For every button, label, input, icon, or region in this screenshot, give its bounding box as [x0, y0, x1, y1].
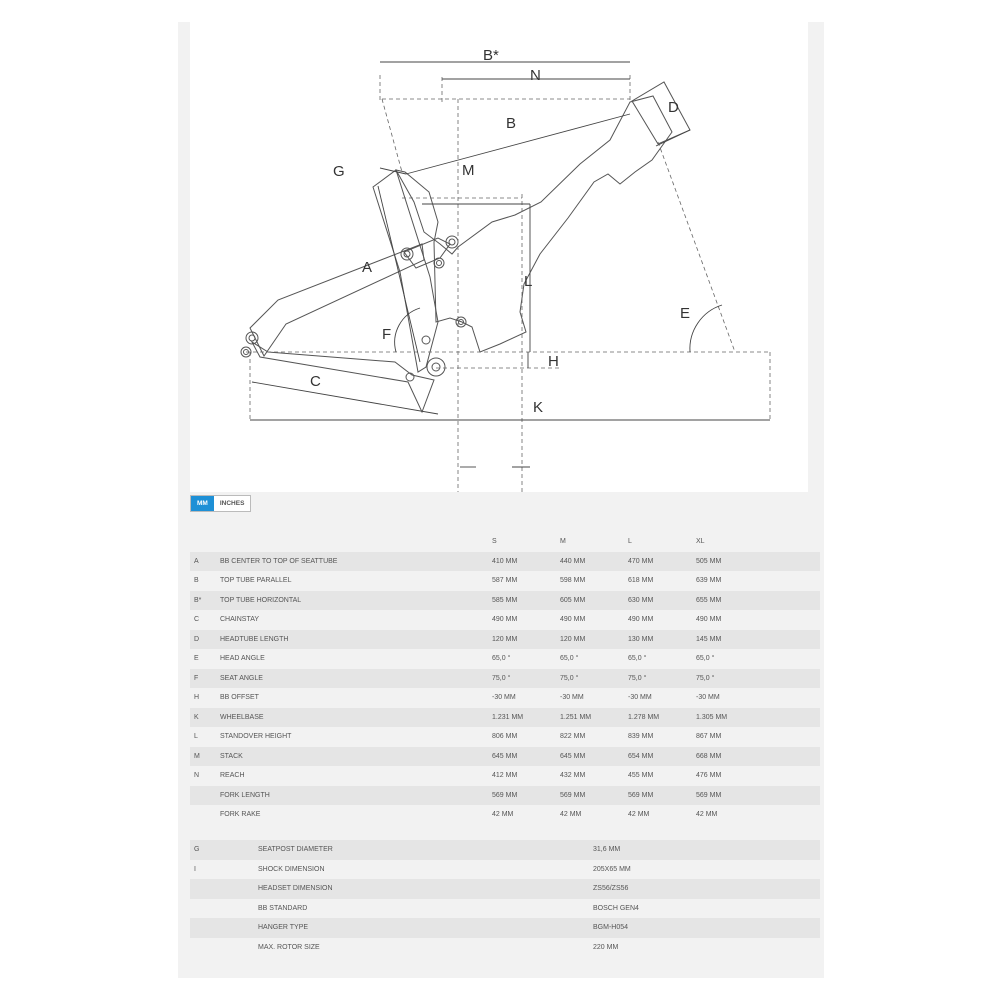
row-name: REACH — [220, 772, 245, 779]
geometry-sheet — [178, 22, 824, 978]
size-header: XL — [696, 538, 705, 545]
table-row — [190, 727, 820, 747]
spec-row — [190, 918, 820, 938]
label-m: M — [462, 162, 475, 179]
row-value: 120 MM — [492, 635, 518, 643]
row-value: -30 MM — [696, 694, 720, 701]
row-name: SEAT ANGLE — [220, 674, 263, 682]
row-value: -30 MM — [560, 694, 584, 701]
row-code: L — [194, 733, 198, 740]
spec-name: SHOCK DIMENSION — [258, 865, 325, 873]
spec-row — [190, 840, 820, 860]
unit-toggle — [190, 495, 251, 512]
spec-row — [190, 938, 820, 958]
table-row — [190, 649, 820, 669]
table-row — [190, 766, 820, 786]
row-value: 630 MM — [628, 596, 654, 604]
frame-drawing — [190, 22, 808, 492]
row-name: BB CENTER TO TOP OF SEATTUBE — [220, 557, 338, 565]
head-tube — [632, 82, 690, 144]
row-code: N — [194, 772, 200, 779]
row-value: 569 MM — [492, 791, 518, 799]
rocker-link — [404, 238, 450, 268]
label-h: H — [548, 353, 559, 370]
size-header: L — [628, 538, 632, 545]
row-value: 839 MM — [628, 733, 654, 740]
row-name: WHEELBASE — [220, 713, 264, 721]
spec-table — [190, 840, 820, 957]
spec-value: 220 MM — [593, 943, 619, 951]
row-value: 505 MM — [696, 557, 722, 565]
spec-name: BB STANDARD — [258, 904, 308, 912]
label-c: C — [310, 373, 321, 390]
spec-value: ZS56/ZS56 — [593, 885, 629, 892]
row-code: D — [194, 635, 200, 643]
unit-inches-button[interactable]: INCHES — [214, 496, 251, 511]
spec-code: G — [194, 846, 200, 853]
table-row — [190, 630, 820, 650]
row-value: 75,0 ° — [628, 674, 647, 682]
row-value: 130 MM — [628, 635, 654, 643]
row-name: TOP TUBE PARALLEL — [220, 577, 292, 584]
label-e: E — [680, 305, 691, 322]
row-name: FORK LENGTH — [220, 791, 270, 799]
label-a: A — [362, 259, 373, 276]
spec-name: SEATPOST DIAMETER — [258, 846, 333, 853]
table-row — [190, 571, 820, 591]
row-value: 42 MM — [696, 811, 718, 818]
row-value: 75,0 ° — [492, 674, 511, 682]
row-value: 490 MM — [628, 616, 654, 623]
label-k: K — [533, 399, 544, 416]
table-header-row — [190, 532, 820, 552]
geometry-table — [190, 532, 820, 825]
row-value: 655 MM — [696, 596, 722, 604]
table-row — [190, 591, 820, 611]
row-name: HEADTUBE LENGTH — [220, 635, 289, 643]
size-header: S — [492, 538, 497, 545]
row-value: 569 MM — [560, 791, 586, 799]
frame-geometry-diagram — [190, 22, 808, 492]
seat-stay — [250, 244, 424, 356]
row-code: C — [194, 616, 200, 623]
row-code: E — [194, 655, 199, 662]
row-value: 490 MM — [560, 616, 586, 623]
row-value: 75,0 ° — [560, 674, 579, 682]
table-row — [190, 805, 820, 825]
chain-stay — [252, 342, 434, 412]
spec-value: 31,6 MM — [593, 846, 621, 853]
row-name: FORK RAKE — [220, 811, 261, 818]
spec-value: BOSCH GEN4 — [593, 904, 639, 912]
spec-value: BGM-H054 — [593, 924, 629, 931]
row-name: HEAD ANGLE — [220, 655, 265, 662]
label-l: L — [524, 273, 533, 290]
row-value: 645 MM — [492, 752, 518, 760]
row-value: 476 MM — [696, 772, 722, 779]
row-value: 1.305 MM — [696, 713, 728, 721]
row-value: 455 MM — [628, 772, 654, 779]
row-code: B — [194, 577, 199, 584]
row-value: -30 MM — [492, 694, 516, 701]
row-code: H — [194, 694, 200, 701]
row-value: 1.251 MM — [560, 713, 592, 721]
table-row — [190, 610, 820, 630]
row-value: 65,0 ° — [628, 655, 647, 662]
unit-mm-button[interactable]: MM — [191, 496, 214, 511]
spec-value: 205X65 MM — [593, 865, 631, 873]
table-row — [190, 786, 820, 806]
spec-row — [190, 860, 820, 880]
row-value: 412 MM — [492, 772, 518, 779]
row-value: 75,0 ° — [696, 674, 715, 682]
row-code: M — [194, 752, 200, 760]
row-value: 587 MM — [492, 577, 518, 584]
row-name: STANDOVER HEIGHT — [220, 733, 292, 740]
table-row — [190, 669, 820, 689]
row-code: F — [194, 674, 199, 682]
row-code: K — [194, 713, 199, 721]
row-value: 410 MM — [492, 557, 518, 565]
table-row — [190, 747, 820, 767]
row-value: 618 MM — [628, 577, 654, 584]
row-value: 490 MM — [492, 616, 518, 623]
row-value: 470 MM — [628, 557, 654, 565]
table-row — [190, 688, 820, 708]
row-value: 432 MM — [560, 772, 586, 779]
label-d: D — [668, 99, 679, 116]
label-f: F — [382, 326, 392, 343]
row-value: 65,0 ° — [560, 655, 579, 662]
row-value: 65,0 ° — [492, 655, 511, 662]
spec-name: MAX. ROTOR SIZE — [258, 943, 320, 951]
spec-name: HANGER TYPE — [258, 924, 309, 931]
spec-row — [190, 899, 820, 919]
row-name: BB OFFSET — [220, 694, 259, 701]
table-row — [190, 708, 820, 728]
row-value: 65,0 ° — [696, 655, 715, 662]
row-value: 822 MM — [560, 733, 586, 740]
row-value: 605 MM — [560, 596, 586, 604]
row-value: 42 MM — [628, 811, 650, 818]
size-header: M — [560, 538, 566, 545]
row-value: 569 MM — [628, 791, 654, 799]
row-value: 639 MM — [696, 577, 722, 584]
row-value: 120 MM — [560, 635, 586, 643]
label-b-star: B* — [483, 47, 499, 64]
label-b: B — [506, 115, 517, 132]
label-g: G — [333, 163, 345, 180]
row-name: TOP TUBE HORIZONTAL — [220, 596, 302, 604]
row-value: 1.231 MM — [492, 713, 524, 721]
row-value: 42 MM — [560, 811, 582, 818]
row-value: 440 MM — [560, 557, 586, 565]
label-n: N — [530, 67, 541, 84]
row-value: 668 MM — [696, 752, 722, 760]
row-value: 145 MM — [696, 635, 722, 643]
row-value: 867 MM — [696, 733, 722, 740]
row-value: -30 MM — [628, 694, 652, 701]
frame-outline — [396, 96, 672, 352]
spec-name: HEADSET DIMENSION — [258, 885, 333, 892]
row-code: B* — [194, 596, 202, 604]
row-name: CHAINSTAY — [220, 616, 260, 623]
row-value: 598 MM — [560, 577, 586, 584]
row-value: 569 MM — [696, 791, 722, 799]
row-value: 42 MM — [492, 811, 514, 818]
row-value: 645 MM — [560, 752, 586, 760]
row-code: A — [194, 557, 199, 565]
spec-code: I — [194, 865, 196, 873]
row-value: 490 MM — [696, 616, 722, 623]
row-value: 1.278 MM — [628, 713, 660, 721]
table-row — [190, 552, 820, 572]
spec-row — [190, 879, 820, 899]
row-name: STACK — [220, 752, 243, 760]
row-value: 806 MM — [492, 733, 518, 740]
row-value: 654 MM — [628, 752, 654, 760]
row-value: 585 MM — [492, 596, 518, 604]
